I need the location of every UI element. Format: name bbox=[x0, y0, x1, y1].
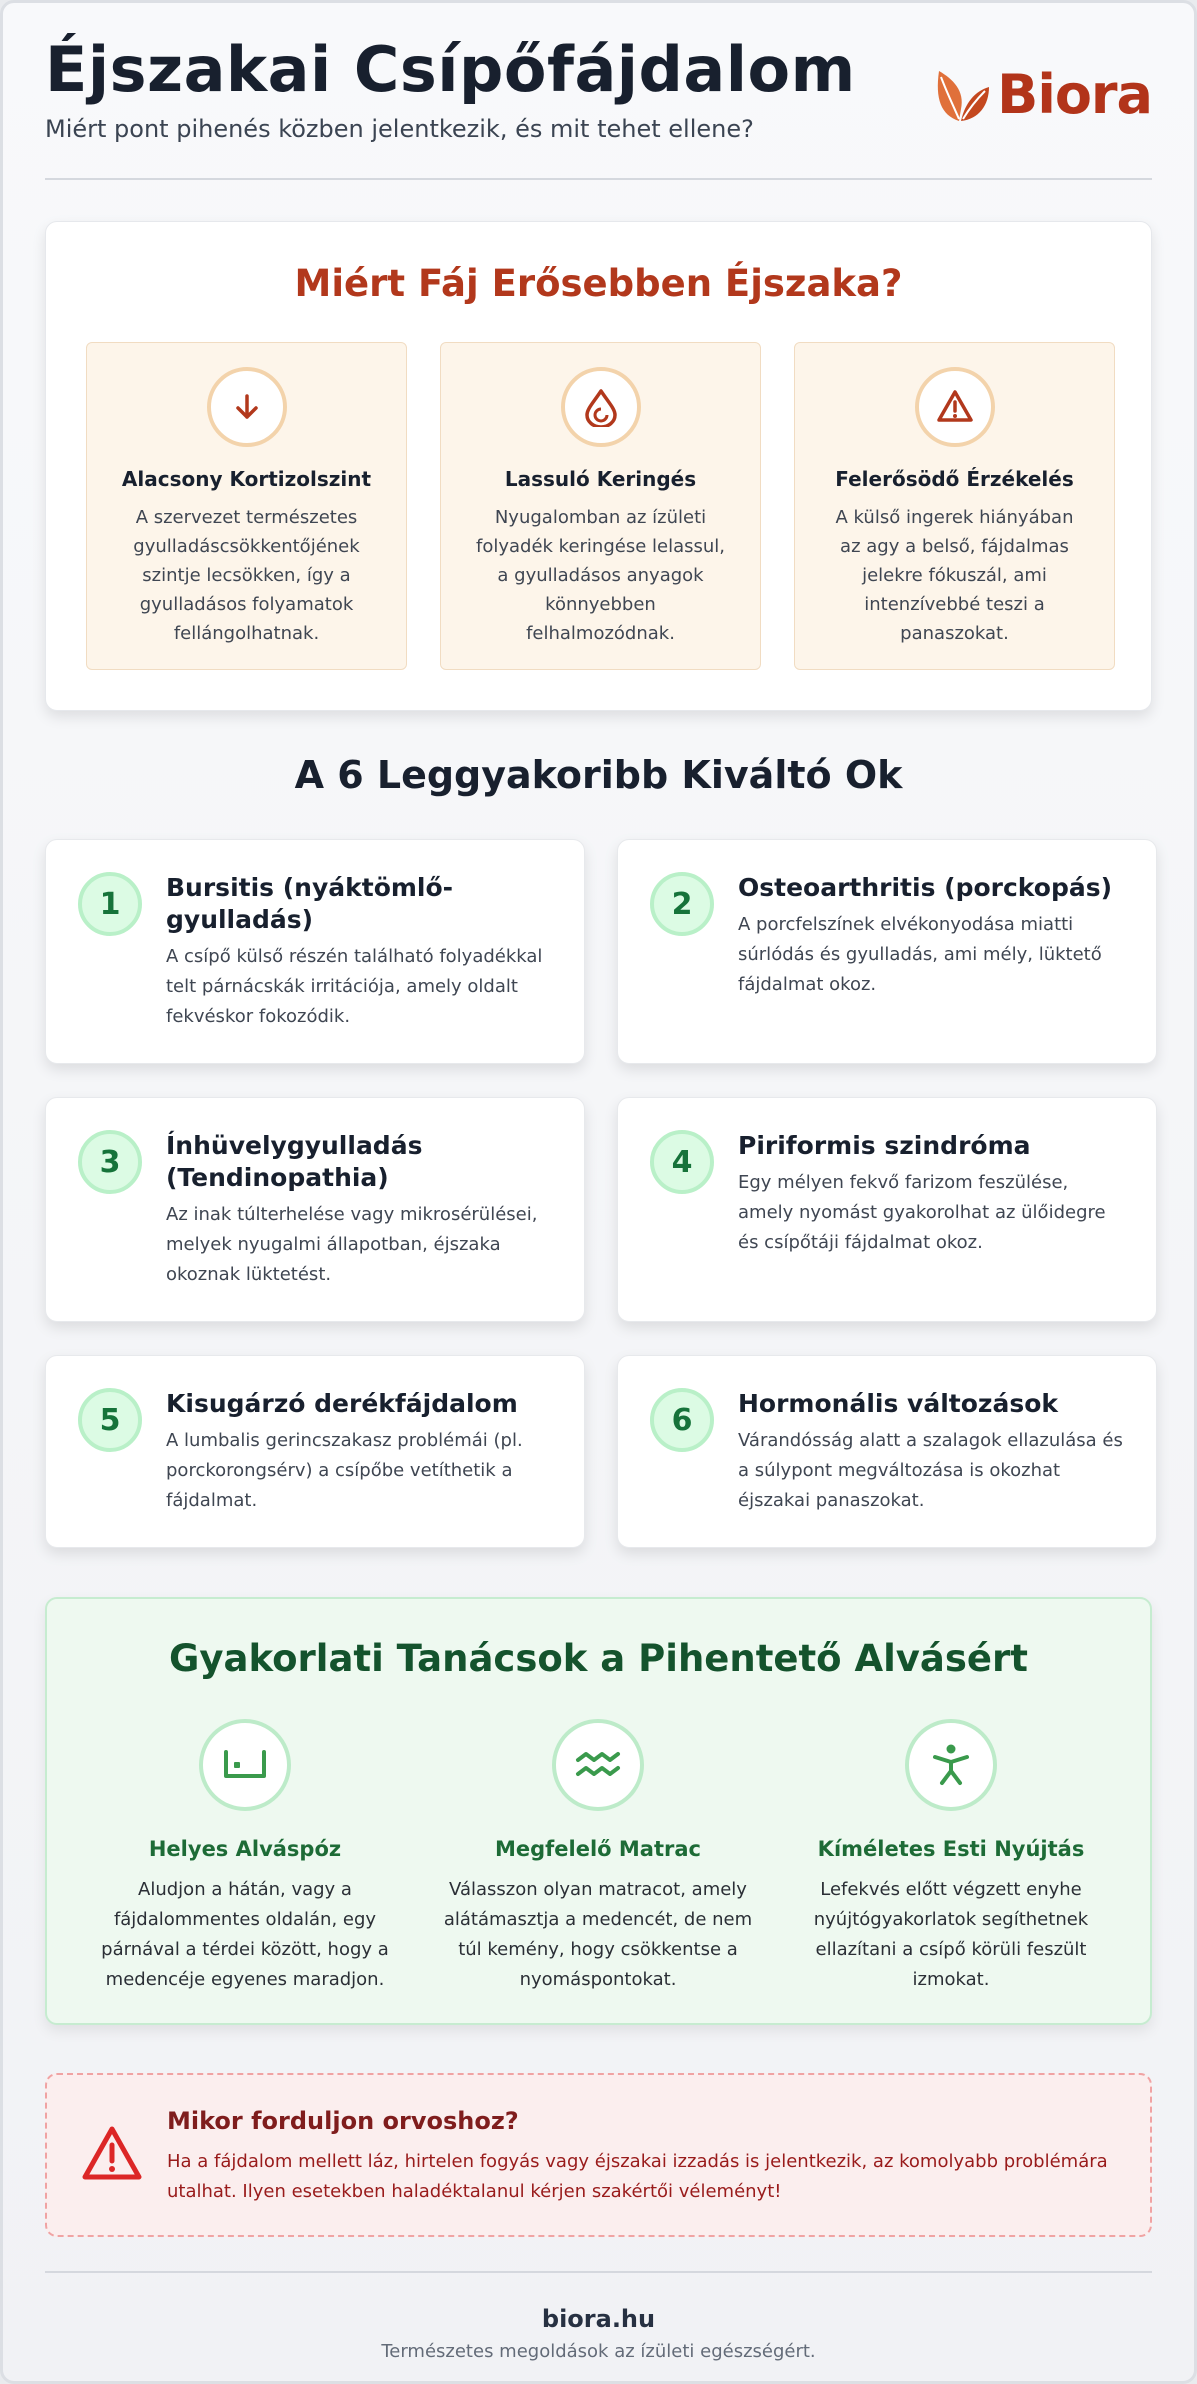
cause-card bbox=[617, 839, 1157, 1064]
tip-title: Helyes Alváspóz bbox=[148, 1837, 342, 1861]
cause-title: Piriformis szindróma bbox=[738, 1131, 1031, 1160]
footer-tagline: Természetes megoldások az ízületi egészségért. bbox=[381, 2341, 816, 2362]
tips-title: Gyakorlati Tanácsok a Pihentető Alvásért bbox=[169, 1637, 1028, 1680]
cause-card bbox=[45, 839, 585, 1064]
tip-item bbox=[791, 1719, 1111, 1995]
tip-text: Válasszon olyan matracot, amely alátámasztja a medencét, de nem túl kemény, hogy csökkentse a nyomáspontokat. bbox=[443, 1879, 753, 1990]
cause-text: A lumbalis gerincszakasz problémái (pl. porckorongsérv) a csípőbe vetíthetik a fájdalmat. bbox=[166, 1430, 523, 1511]
why-card-text: Nyugalomban az ízületi folyadék keringése lelassul, a gyulladásos anyagok könnyebben felhalmozódnak. bbox=[475, 507, 725, 644]
cause-title: Hormonális változások bbox=[738, 1389, 1059, 1418]
tip-title: Kíméletes Esti Nyújtás bbox=[817, 1837, 1085, 1861]
header-divider bbox=[45, 178, 1152, 180]
cause-text: Várandósság alatt a szalagok ellazulása és a súlypont megváltozása is okozhat éjszakai panaszokat. bbox=[738, 1430, 1123, 1511]
arrow-down-icon bbox=[207, 367, 287, 447]
cause-title: Osteoarthritis (porckopás) bbox=[738, 873, 1113, 902]
logo-text: Biora bbox=[997, 63, 1152, 126]
droplet-swirl-icon bbox=[561, 367, 641, 447]
cause-title: Kisugárzó derékfájdalom bbox=[166, 1389, 518, 1418]
why-card bbox=[440, 342, 761, 670]
warning-text: Ha a fájdalom mellett láz, hirtelen fogyás vagy éjszakai izzadás is jelentkezik, az komolyabb problémára utalhat. Ilyen esetekben haladéktalanul kérjen szakértői véleményt! bbox=[167, 2151, 1108, 2202]
why-card-title: Alacsony Kortizolszint bbox=[121, 467, 372, 491]
tip-item bbox=[438, 1719, 758, 1995]
why-card bbox=[86, 342, 407, 670]
cause-number: 1 bbox=[78, 872, 142, 936]
why-card-title: Lassuló Keringés bbox=[504, 467, 697, 491]
cause-text: Egy mélyen fekvő farizom feszülése, amely nyomást gyakorolhat az ülőidegre és csípőtáji fájdalmat okoz. bbox=[738, 1172, 1106, 1253]
tip-text: Lefekvés előtt végzett enyhe nyújtógyakorlatok segíthetnek ellazítani a csípő körüli feszült izmokat. bbox=[813, 1879, 1089, 1990]
cause-number: 3 bbox=[78, 1130, 142, 1194]
bed-icon bbox=[199, 1719, 291, 1811]
cause-number: 6 bbox=[650, 1388, 714, 1452]
why-card-text: A szervezet természetes gyulladáscsökkentőjének szintje lecsökken, így a gyulladásos folyamatok fellángolhatnak. bbox=[133, 507, 360, 644]
warning-triangle-icon bbox=[915, 367, 995, 447]
cause-number: 5 bbox=[78, 1388, 142, 1452]
cause-card bbox=[45, 1355, 585, 1548]
page-subtitle: Miért pont pihenés közben jelentkezik, és mit tehet ellene? bbox=[45, 115, 754, 143]
cause-card bbox=[617, 1097, 1157, 1322]
doctor-warning bbox=[45, 2073, 1152, 2237]
cause-title: Ínhüvelygyulladás (Tendinopathia) bbox=[166, 1131, 423, 1192]
waves-icon bbox=[552, 1719, 644, 1811]
footer-divider bbox=[45, 2271, 1152, 2273]
cause-text: Az inak túlterhelése vagy mikrosérülései, melyek nyugalmi állapotban, éjszaka okoznak lüktetést. bbox=[166, 1204, 538, 1285]
warning-title: Mikor forduljon orvoshoz? bbox=[167, 2107, 519, 2135]
cause-card bbox=[617, 1355, 1157, 1548]
page-title: Éjszakai Csípőfájdalom bbox=[45, 33, 856, 106]
cause-number: 2 bbox=[650, 872, 714, 936]
leaf-logo-icon bbox=[931, 65, 991, 125]
cause-text: A porcfelszínek elvékonyodása miatti súrlódás és gyulladás, ami mély, lüktető fájdalmat okoz. bbox=[738, 914, 1102, 995]
person-stretch-icon bbox=[905, 1719, 997, 1811]
header bbox=[45, 33, 1152, 179]
why-card-title: Felerősödő Érzékelés bbox=[835, 467, 1074, 491]
cause-card bbox=[45, 1097, 585, 1322]
why-card-text: A külső ingerek hiányában az agy a belső, fájdalmas jelekre fókuszál, ami intenzívebbé teszi a panaszokat. bbox=[835, 507, 1074, 644]
footer-site-link[interactable]: biora.hu bbox=[541, 2305, 656, 2333]
cause-number: 4 bbox=[650, 1130, 714, 1194]
tip-text: Aludjon a hátán, vagy a fájdalommentes oldalán, egy párnával a térdei között, hogy a medencéje egyenes maradjon. bbox=[101, 1879, 389, 1990]
alert-triangle-icon bbox=[81, 2125, 143, 2185]
causes-title: A 6 Leggyakoribb Kiváltó Ok bbox=[294, 753, 903, 797]
why-card bbox=[794, 342, 1115, 670]
why-section bbox=[45, 221, 1152, 711]
why-title: Miért Fáj Erősebben Éjszaka? bbox=[294, 262, 903, 305]
tip-item bbox=[85, 1719, 405, 1995]
cause-title: Bursitis (nyáktömlő-gyulladás) bbox=[166, 873, 454, 934]
logo[interactable] bbox=[931, 63, 1152, 126]
cause-text: A csípő külső részén található folyadékkal telt párnácskák irritációja, amely oldalt fekvéskor fokozódik. bbox=[166, 946, 543, 1027]
tips-section bbox=[45, 1597, 1152, 2025]
tip-title: Megfelelő Matrac bbox=[494, 1837, 701, 1861]
